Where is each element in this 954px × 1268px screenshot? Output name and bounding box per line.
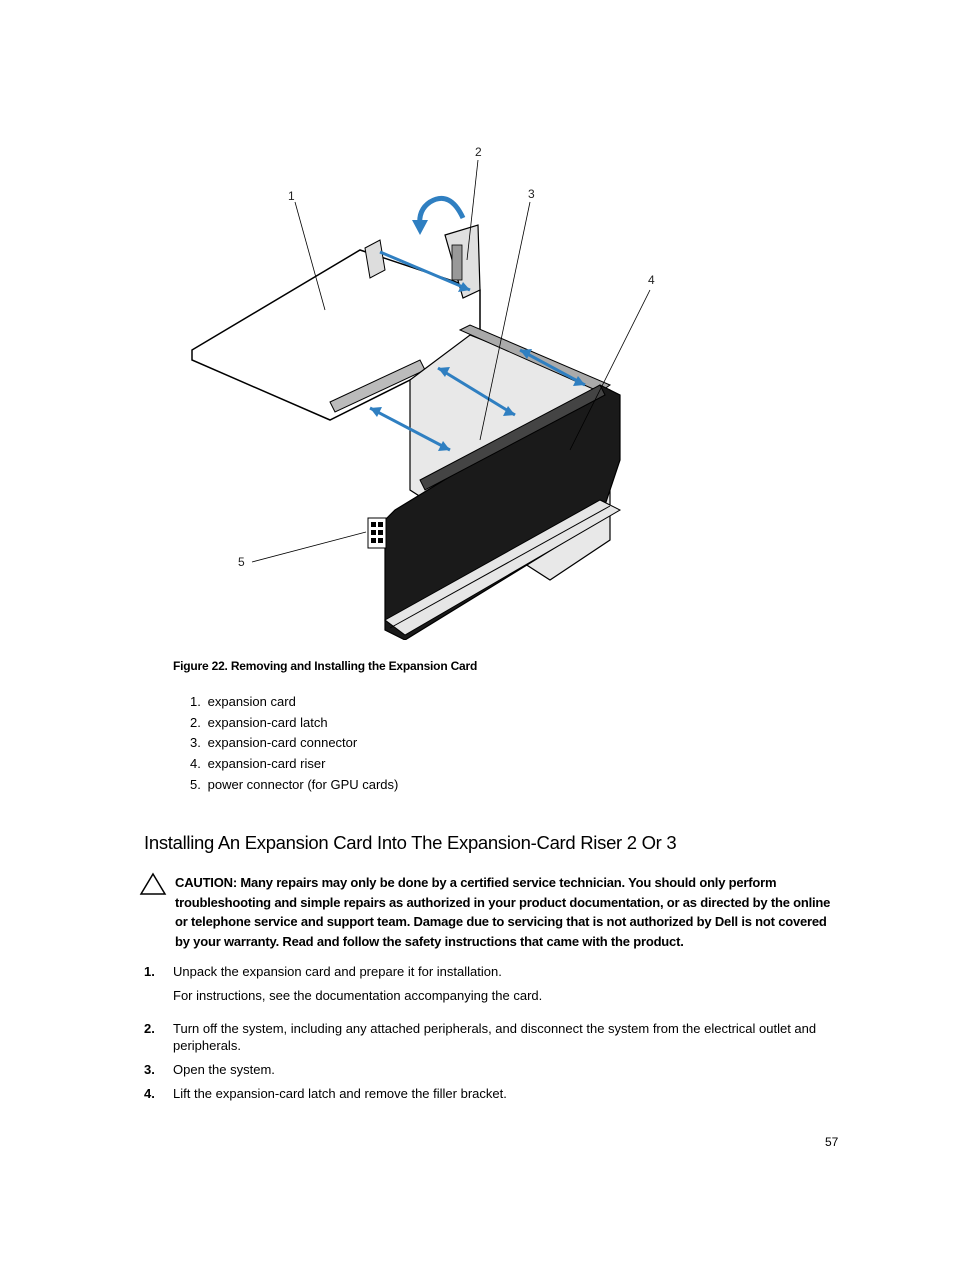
figure-caption: Figure 22. Removing and Installing the Expansion Card bbox=[173, 659, 478, 673]
installation-steps bbox=[144, 963, 834, 1102]
step-text: Unpack the expansion card and prepare it for installation. bbox=[173, 964, 502, 979]
expansion-card-illustration bbox=[180, 140, 660, 640]
step-number: 1. bbox=[144, 964, 155, 979]
callout-5: 5 bbox=[238, 555, 245, 569]
step-item bbox=[144, 1061, 834, 1078]
callout-4: 4 bbox=[648, 273, 655, 287]
step-item bbox=[144, 1020, 834, 1054]
step-number: 4. bbox=[144, 1086, 155, 1101]
step-subtext: For instructions, see the documentation accompanying the card. bbox=[173, 988, 543, 1003]
step-text: Open the system. bbox=[173, 1062, 275, 1077]
callout-3: 3 bbox=[528, 187, 535, 201]
legend-item: 4. expansion-card riser bbox=[190, 756, 326, 772]
section-heading: Installing An Expansion Card Into The Expansion-Card Riser 2 Or 3 bbox=[144, 832, 677, 853]
callout-1: 1 bbox=[288, 189, 295, 203]
expansion-card-figure bbox=[180, 140, 660, 640]
step-item bbox=[144, 963, 834, 1004]
caution-text: CAUTION: Many repairs may only be done by a certified service technician. You should only perform troubleshooting and simple repairs as authorized in your product documentation, or as directed by the online or telephone service and support team. Damage due to servicing that is not authorized by Dell is not covered by your warranty. Read and follow the safety instructions that came with the product. bbox=[175, 875, 831, 949]
legend-item: 2. expansion-card latch bbox=[190, 714, 328, 730]
step-text: Lift the expansion-card latch and remove the filler bracket. bbox=[173, 1086, 507, 1101]
step-number: 2. bbox=[144, 1021, 155, 1036]
caution-triangle-icon bbox=[139, 872, 167, 896]
legend-item: 3. expansion-card connector bbox=[190, 735, 358, 751]
page-number: 57 bbox=[825, 1135, 839, 1149]
step-item bbox=[144, 1085, 834, 1102]
step-number: 3. bbox=[144, 1062, 155, 1077]
figure-legend bbox=[190, 692, 398, 796]
callout-2: 2 bbox=[475, 145, 482, 159]
step-text: Turn off the system, including any attached peripherals, and disconnect the system from the electrical outlet and peripherals. bbox=[173, 1021, 817, 1053]
legend-item: 5. power connector (for GPU cards) bbox=[190, 776, 399, 792]
legend-item: 1. expansion card bbox=[190, 694, 296, 709]
